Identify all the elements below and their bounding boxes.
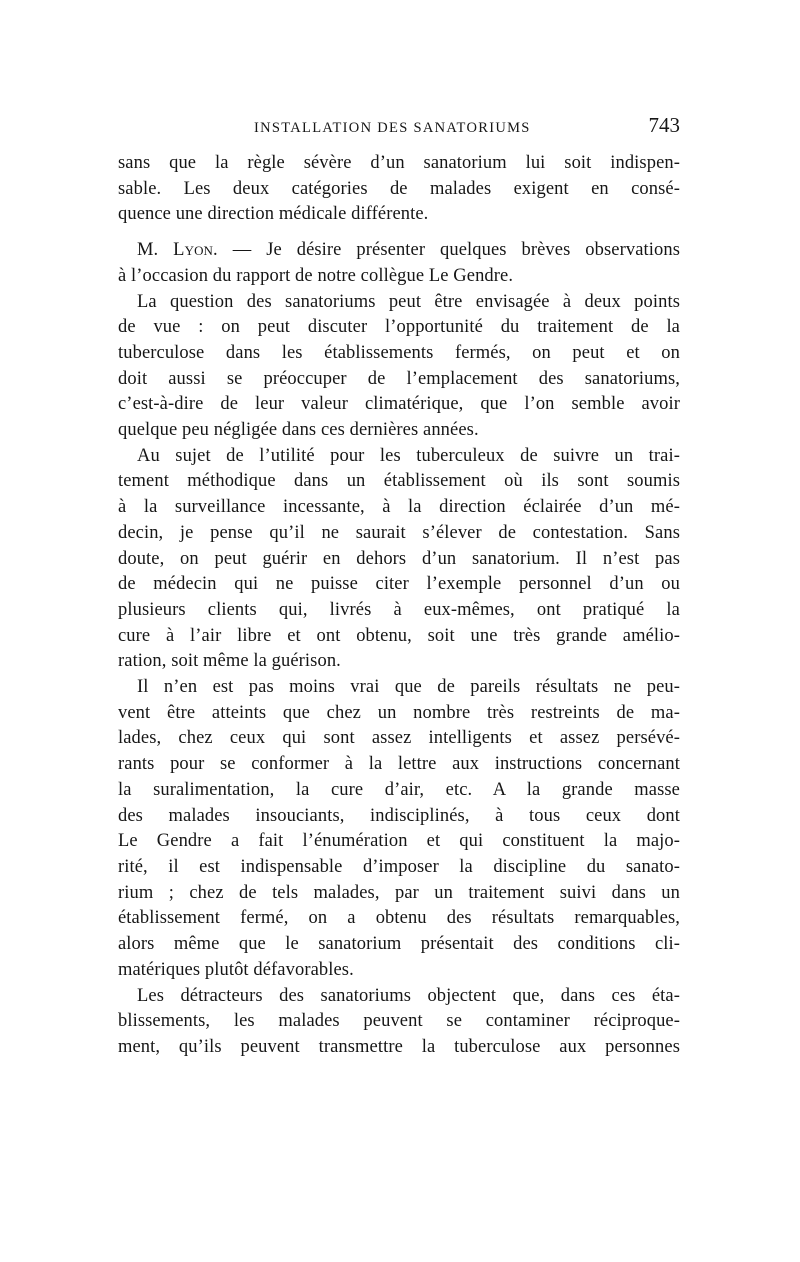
text-line: tuberculose dans les établissements fermés, on peut et on xyxy=(118,342,680,363)
text-line: alors même que le sanatorium présentait des conditions cli- xyxy=(118,934,680,955)
text-line: cure à l’air libre et ont obtenu, soit une très grande amélio- xyxy=(118,625,680,646)
text-line: ment, qu’ils peuvent transmettre la tuberculose aux personnes xyxy=(118,1036,680,1057)
text-line: de vue : on peut discuter l’opportunité du traitement de la xyxy=(118,317,680,338)
text-line: ration, soit même la guérison. xyxy=(118,651,341,672)
text-line: decin, je pense qu’il ne saurait s’élever de contestation. Sans xyxy=(118,522,680,543)
running-header xyxy=(118,112,680,144)
paragraph-continuation xyxy=(118,151,680,228)
text-line: plusieurs clients qui, livrés à eux-mêmes, ont pratiqué la xyxy=(118,599,680,620)
text-line: Le Gendre a fait l’énumération et qui constituent la majo- xyxy=(118,831,680,852)
text-line: rité, il est indispensable d’imposer la discipline du sanato- xyxy=(118,856,680,877)
text-line: c’est-à-dire de leur valeur climatérique, que l’on semble avoir xyxy=(118,394,680,415)
paragraph-lyon-intro xyxy=(118,238,680,289)
body-text xyxy=(118,151,680,1061)
book-page xyxy=(118,112,680,1061)
text-line: rants pour se conformer à la lettre aux instructions concernant xyxy=(118,754,680,775)
text-line: quelque peu négligée dans ces dernières années. xyxy=(118,420,479,441)
text-line: la suralimentation, la cure d’air, etc. A la grande masse xyxy=(118,779,680,800)
text-line: sable. Les deux catégories de malades exigent en consé- xyxy=(118,178,680,199)
text-line: matériques plutôt défavorables. xyxy=(118,959,354,980)
text-line: établissement fermé, on a obtenu des résultats remarquables, xyxy=(118,908,680,929)
running-title: INSTALLATION DES SANATORIUMS xyxy=(254,120,531,136)
text-line xyxy=(118,238,680,264)
text-line: Il n’en est pas moins vrai que de pareils résultats ne peu- xyxy=(137,677,680,698)
text-line: vent être atteints que chez un nombre très restreints de ma- xyxy=(118,702,680,723)
text-line: quence une direction médicale différente. xyxy=(118,204,429,225)
speaker-statement: — Je désire présenter quelques brèves observations xyxy=(217,240,680,261)
page-number: 743 xyxy=(648,113,680,137)
paragraph xyxy=(118,444,680,675)
text-line: à la surveillance incessante, à la direction éclairée d’un mé- xyxy=(118,497,680,518)
text-line: blissements, les malades peuvent se contaminer réciproque- xyxy=(118,1011,680,1032)
text-line: rium ; chez de tels malades, par un traitement suivi dans un xyxy=(118,882,680,903)
paragraph xyxy=(118,675,680,983)
text-line: doit aussi se préoccuper de l’emplacement des sanatoriums, xyxy=(118,368,680,389)
paragraph xyxy=(118,290,680,444)
paragraph xyxy=(118,984,680,1061)
text-line: de médecin qui ne puisse citer l’exemple personnel d’un ou xyxy=(118,574,680,595)
text-line: lades, chez ceux qui sont assez intelligents et assez persévé- xyxy=(118,728,680,749)
text-line: sans que la règle sévère d’un sanatorium lui soit indispen- xyxy=(118,153,680,173)
text-line: La question des sanatoriums peut être envisagée à deux points xyxy=(137,291,680,312)
text-line: tement méthodique dans un établissement où ils sont soumis xyxy=(118,471,680,492)
speaker-name: M. Lyon. xyxy=(137,240,218,261)
text-line: Les détracteurs des sanatoriums objectent que, dans ces éta- xyxy=(137,985,680,1006)
text-line: Au sujet de l’utilité pour les tuberculeux de suivre un trai- xyxy=(137,445,680,466)
text-line: doute, on peut guérir en dehors d’un sanatorium. Il n’est pas xyxy=(118,548,680,569)
text-line: des malades insouciants, indisciplinés, à tous ceux dont xyxy=(118,805,680,826)
text-line: à l’occasion du rapport de notre collègue Le Gendre. xyxy=(118,265,514,286)
